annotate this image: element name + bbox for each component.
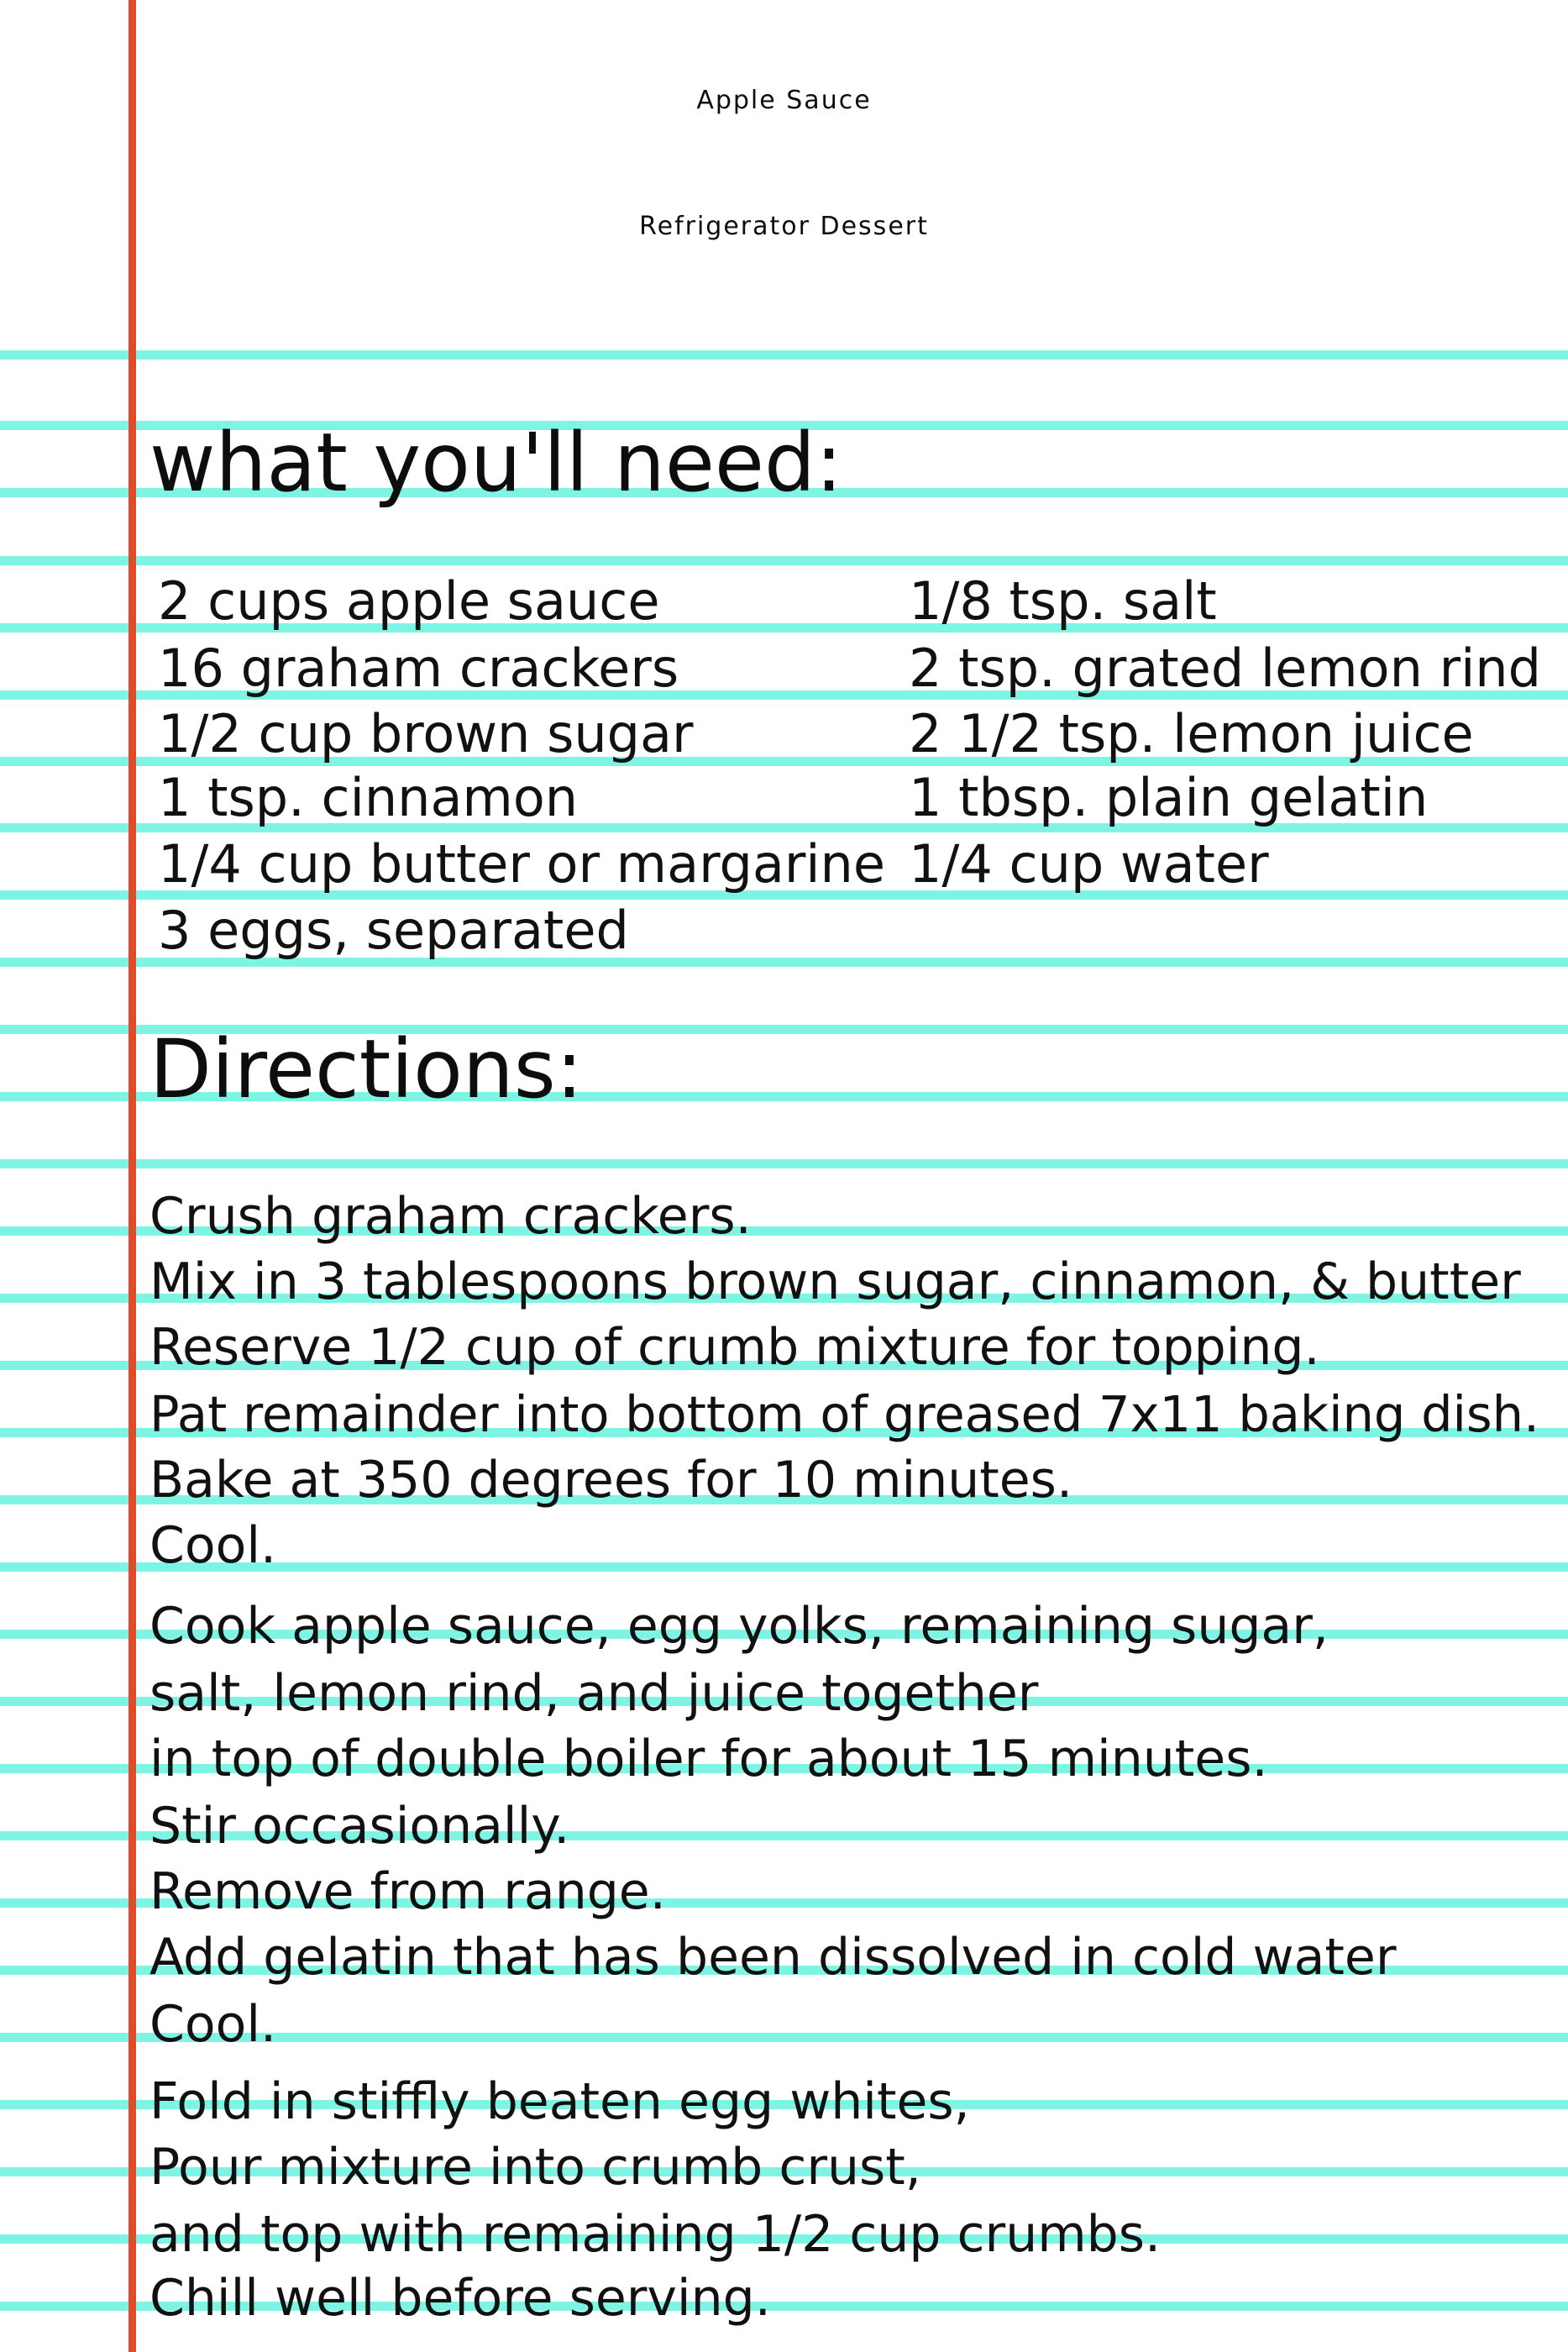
ingredient-item: 1 tbsp. plain gelatin <box>909 767 1429 828</box>
ingredient-item: 2 tsp. grated lemon rind <box>909 638 1541 699</box>
ruled-line <box>0 350 1568 360</box>
ingredients-heading: what you'll need: <box>149 416 843 510</box>
direction-step: salt, lemon rind, and juice together <box>149 1664 1039 1723</box>
direction-step: Fold in stiffly beaten egg whites, <box>149 2072 970 2131</box>
ruled-line <box>0 556 1568 565</box>
direction-step: Pour mixture into crumb crust, <box>149 2138 921 2197</box>
direction-step: Add gelatin that has been dissolved in cold water <box>149 1928 1397 1987</box>
ingredient-item: 3 eggs, separated <box>158 900 629 961</box>
direction-step: Bake at 350 degrees for 10 minutes. <box>149 1451 1073 1509</box>
margin-line <box>128 0 136 2352</box>
ingredient-item: 2 cups apple sauce <box>158 570 660 632</box>
direction-step: Mix in 3 tablespoons brown sugar, cinnamon, & butter <box>149 1252 1521 1311</box>
direction-step: and top with remaining 1/2 cup crumbs. <box>149 2205 1162 2264</box>
recipe-title-line-1: Apple Sauce <box>696 86 872 115</box>
direction-step: Crush graham crackers. <box>149 1187 752 1246</box>
ingredient-item: 2 1/2 tsp. lemon juice <box>909 703 1474 764</box>
direction-step: Cool. <box>149 1995 277 2054</box>
directions-heading: Directions: <box>149 1022 584 1116</box>
direction-step: Stir occasionally. <box>149 1797 570 1856</box>
ingredient-item: 1 tsp. cinnamon <box>158 767 579 828</box>
direction-step: in top of double boiler for about 15 minutes. <box>149 1730 1268 1788</box>
direction-step: Pat remainder into bottom of greased 7x11 baking dish. <box>149 1385 1539 1443</box>
direction-step: Remove from range. <box>149 1862 666 1921</box>
ingredient-item: 1/4 cup butter or margarine <box>158 833 885 895</box>
ingredient-item: 1/2 cup brown sugar <box>158 703 694 764</box>
ruled-line <box>0 1159 1568 1168</box>
direction-step: Reserve 1/2 cup of crumb mixture for topping. <box>149 1318 1320 1377</box>
direction-step: Chill well before serving. <box>149 2269 771 2328</box>
ingredient-item: 16 graham crackers <box>158 638 679 699</box>
ingredient-item: 1/8 tsp. salt <box>909 570 1217 632</box>
direction-step: Cook apple sauce, egg yolks, remaining sugar, <box>149 1597 1329 1656</box>
recipe-title-line-2: Refrigerator Dessert <box>639 212 929 241</box>
direction-step: Cool. <box>149 1516 277 1575</box>
ingredient-item: 1/4 cup water <box>909 833 1269 895</box>
